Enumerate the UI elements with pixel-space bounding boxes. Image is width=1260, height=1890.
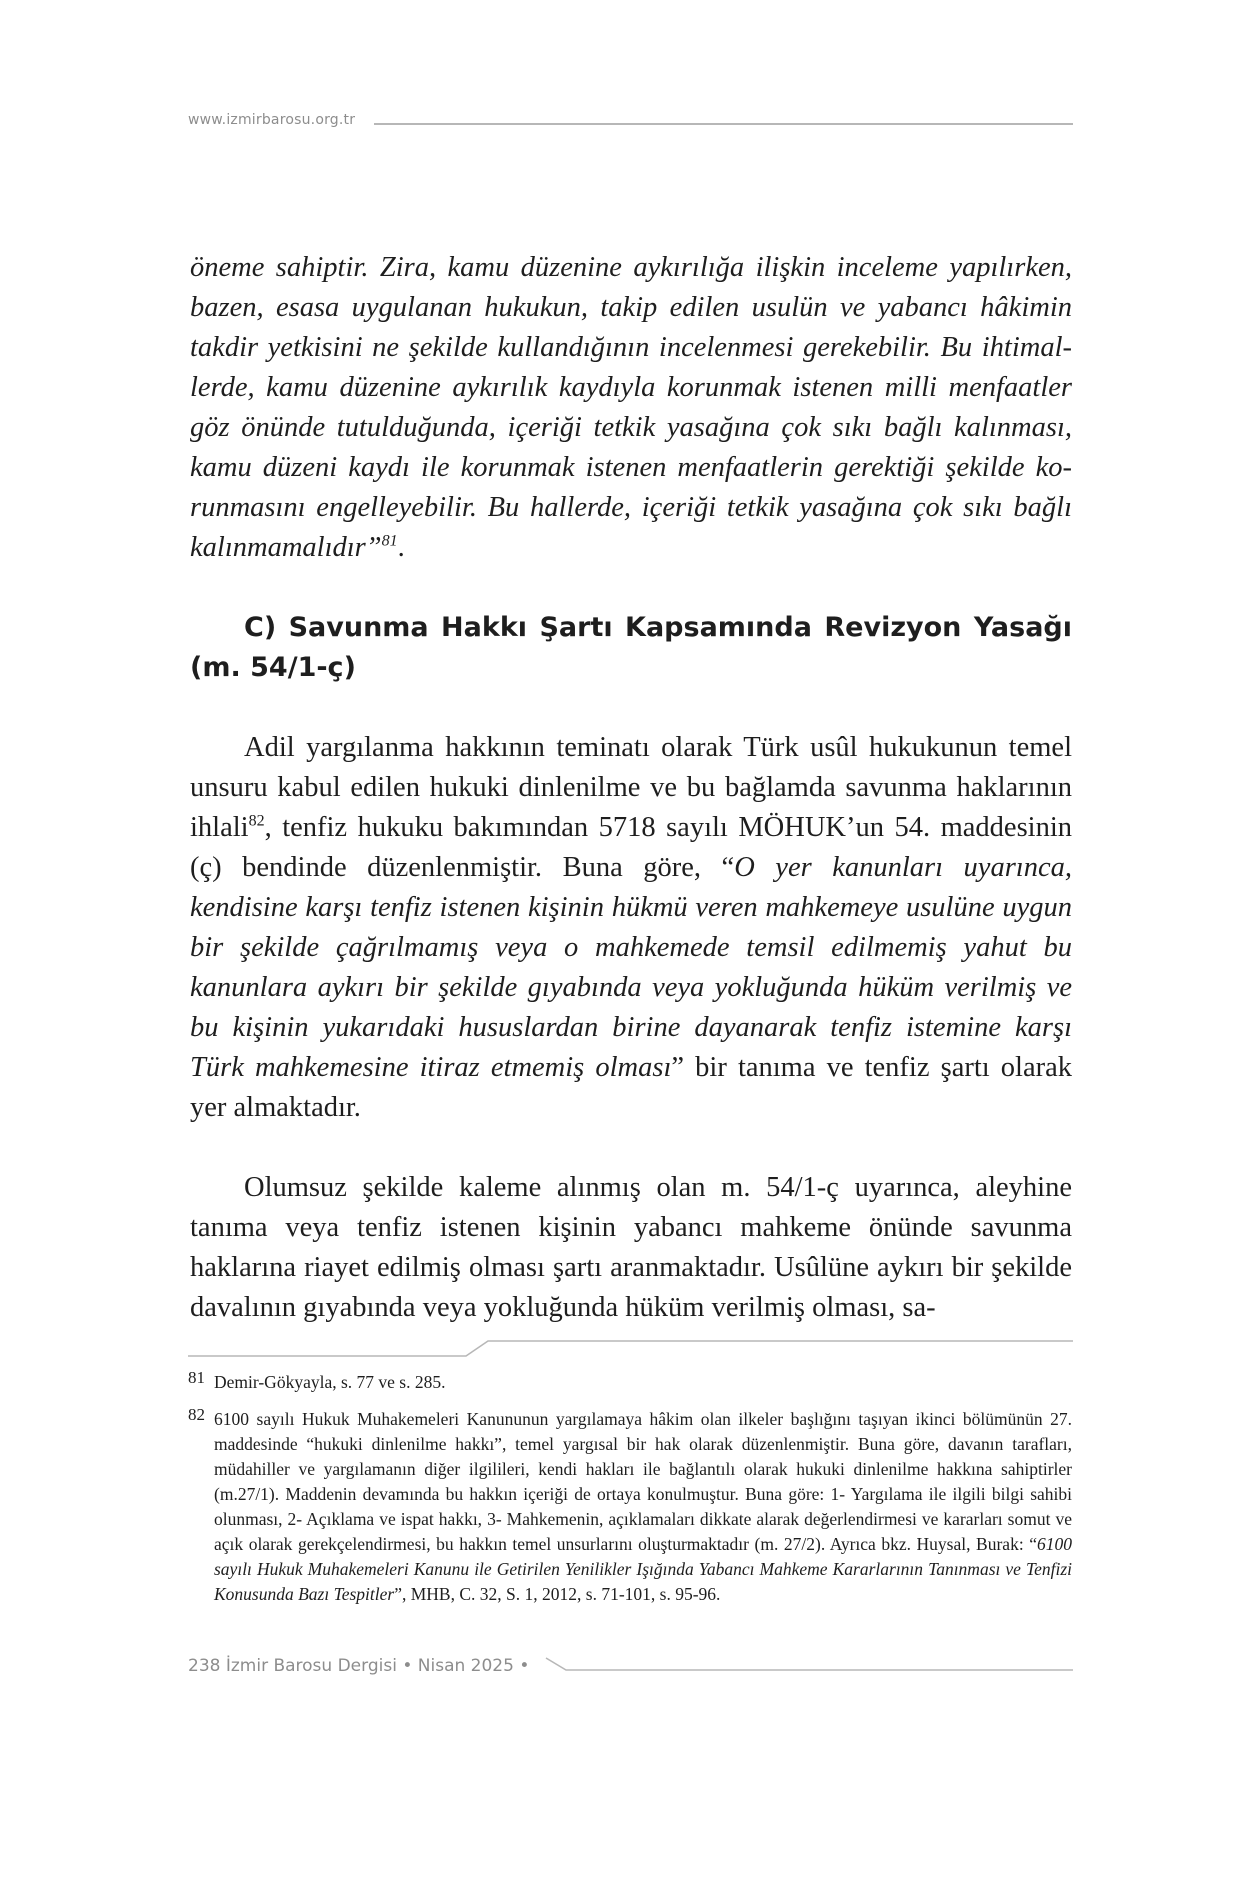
paragraph-1-part1: Adil yargılanma hakkının teminatı olarak Türk usûl hukukunun temel unsuru kabul edilen hukuki dinlenilme ve bu bağlamda savunma haklarının ihlali (190, 732, 1072, 843)
paragraph-1 (190, 728, 1072, 1128)
section-heading-line1: C) Savunma Hakkı Şartı Kapsamında Revizyon Yasağı (244, 612, 1072, 643)
footnote-text: Demir-Gökyayla, s. 77 ve s. 285. (214, 1372, 446, 1392)
paragraph-1-part2: , tenfiz hukuku bakımından 5718 sayılı MÖHUK’un 54. maddesinin (ç) bendinde düzenlenmiştir. Buna göre, “ (190, 812, 1072, 883)
quote-paragraph (190, 248, 1072, 568)
paragraph-2: Olumsuz şekilde kaleme alınmış olan m. 54/1-ç uyarınca, aleyhine tanıma veya tenfiz istenen kişinin yabancı mahkeme önünde savunma haklarına riayet edilmiş olması şartı aranmaktadır. Usûlüne aykırı bir şekilde davalının gıyabında veya yokluğunda hüküm verilmiş olması, sa- (190, 1172, 1072, 1323)
paragraph-2-block (190, 1168, 1072, 1328)
header-rule (374, 123, 1073, 125)
page-header (188, 112, 1073, 132)
quote-paragraph-end: . (397, 532, 405, 563)
paragraph-1-block (190, 728, 1072, 1128)
footnote-81 (188, 1370, 1072, 1395)
footnote-ref-81[interactable]: 81 (381, 532, 398, 550)
header-url: www.izmirbarosu.org.tr (188, 112, 356, 128)
footnote-82 (188, 1407, 1072, 1607)
footnote-82-start: 6100 sayılı Hukuk Muhakemeleri Kanununun yargılamaya hâkim olan ilkeler başlığını taşıyan ikinci bölümünün 27. maddesinde “hukuki dinlenilme hakkı”, temel yargısal bir hak olarak düzenlenmiştir. Buna göre, davanın tarafları, müdahiller ve yargılamanın diğer ilgilileri, kendi hakları ile bağlantılı olarak hukuki dinlenilme hakkına sahiptirler (m.27/1). Maddenin devamında bu hakkın içeriği de ortaya konulmuştur. Buna göre: 1- Yargılama ile ilgili bilgi sahibi olunması, 2- Açıklama ve ispat hakkı, 3- Mahkemenin, açıklamaları dikkate alarak değerlendirmesi ve kararları somut ve açık olarak gerekçelendirmesi, bu hakkın temel unsurlarını oluşturmaktadır (m. 27/2). Ayrıca bkz. Huysal, Burak: “ (214, 1409, 1072, 1554)
section-heading (190, 608, 1072, 688)
footnote-ref-82[interactable]: 82 (248, 812, 265, 830)
footnotes (188, 1370, 1072, 1619)
paragraph-1-part3: ” bir tanıma ve tenfiz şartı olarak yer almaktadır. (190, 1052, 1072, 1123)
section-heading-line2: (m. 54/1-ç) (190, 652, 356, 683)
footnote-text (214, 1407, 1072, 1607)
footnote-number: 81 (188, 1368, 205, 1387)
paragraph-1-quote: O yer kanunları uyarınca, kendisine karşı tenfiz istenen kişinin hükmü veren mahkemeye usulüne uygun bir şekilde çağrılmamış veya o mahkemede temsil edilmemiş yahut bu kanunlara aykırı bir şekilde gıyabında veya yokluğunda hüküm verilmiş ve bu kişinin yukarıdaki hususlardan birine dayanarak tenfiz istemine karşı Türk mahkemesine itiraz etmemiş olması (190, 852, 1072, 1083)
quote-paragraph-block (190, 248, 1072, 568)
footnote-82-end: ”, MHB, C. 32, S. 1, 2012, s. 71-101, s. 95-96. (394, 1584, 721, 1604)
page-footer (188, 1656, 1073, 1682)
footnote-number: 82 (188, 1405, 205, 1424)
footnote-separator (188, 1337, 1073, 1361)
footnote-82-title: 6100 sayılı Hukuk Muhakemeleri Kanunu ile Getirilen Yenilikler Işığında Yabancı Mahkeme Kararlarının Tanınması ve Tenfizi Konusunda Bazı Tespitler (214, 1534, 1072, 1604)
footer-text: 238 İzmir Barosu Dergisi • Nisan 2025 • (188, 1656, 530, 1676)
quote-paragraph-text: öneme sahiptir. Zira, kamu düzenine aykırılığa ilişkin inceleme yapılırken, bazen, esasa uygulanan hukukun, takip edilen usulün ve yabancı hâkimin takdir yetkisini ne şekilde kullandığının incelenmesi gerekebilir. Bu ihtimallerde, kamu düzenine aykırılık kaydıyla korunmak istenen milli menfaatler göz önünde tutulduğunda, içeriği tetkik yasağına çok sıkı bağlı kalınması, kamu düzeni kaydı ile korunmak istenen menfaatlerin gerektiği şekilde korunmasını engelleyebilir. Bu hallerde, içeriği tetkik yasağına çok sıkı bağlı kalınmamalıdır” (190, 252, 1072, 563)
